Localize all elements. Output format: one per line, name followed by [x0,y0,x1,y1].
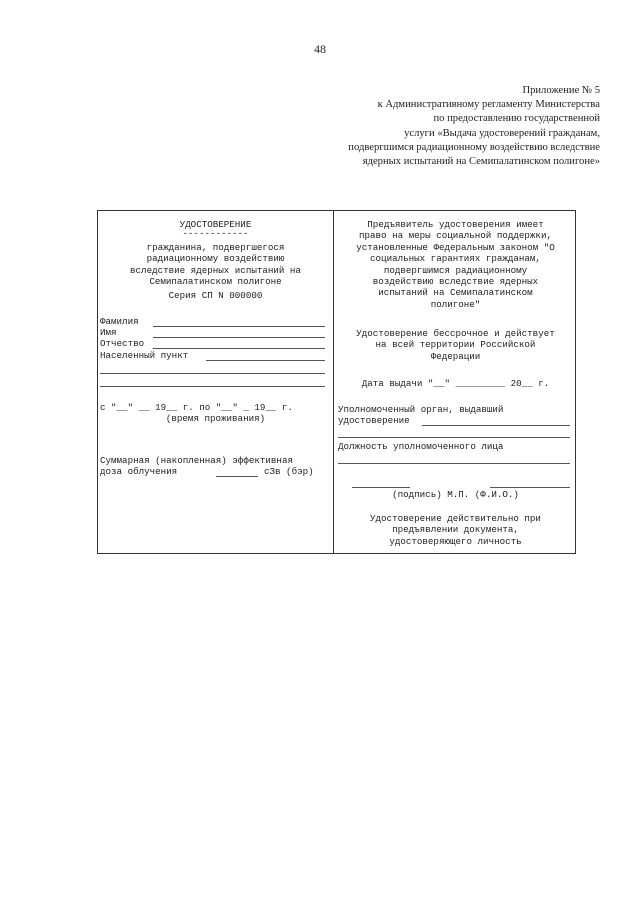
issuing-authority-label: Уполномоченный орган, выдавший [338,404,504,415]
locality-extra-line[interactable] [100,373,325,374]
signature-field[interactable] [352,487,410,488]
statement-line: испытаний на Семипалатинском [378,287,533,299]
description-line: Семипалатинском полигоне [149,276,282,288]
series-number: Серия СП N 000000 [168,290,263,301]
statement-line: воздействию вследствие ядерных [372,276,539,288]
patronymic-label: Отчество [100,338,145,349]
statement-line: Предъявитель удостоверения имеет [367,219,544,230]
title-underline: ------------ [182,228,249,239]
signature-caption: (подпись) М.П. (Ф.И.О.) [392,489,519,500]
dose-value-field[interactable] [216,476,258,477]
statement-line: установленные Федеральным законом "О [356,241,555,253]
name-field[interactable] [153,337,325,338]
benefits-statement [334,219,577,310]
locality-extra-line[interactable] [100,386,325,387]
issuing-authority-field[interactable] [422,425,570,426]
locality-field[interactable] [206,360,325,361]
appendix-line: ядерных испытаний на Семипалатинском полигоне» [362,156,600,168]
residence-period-caption: (время проживания) [165,413,266,424]
holder-description [98,242,333,288]
description-line: вследствие ядерных испытаний на [130,264,301,276]
note-line: предъявлении документа, [392,524,519,536]
appendix-line: подвергшимся радиационному воздействию вследствие [348,141,600,153]
dose-label: Суммарная (накопленная) эффективная [100,455,293,466]
official-position-label: Должность уполномоченного лица [338,441,504,452]
appendix-line: Приложение № 5 [522,85,600,96]
statement-line: полигоне" [430,298,481,310]
certificate-form [97,210,576,554]
locality-label: Населенный пункт [100,350,189,361]
validity-line: Удостоверение бессрочное и действует [356,328,555,339]
residence-period-field[interactable]: с "__" __ 19__ г. по "__" _ 19__ г. [100,402,293,413]
dose-label-continued: доза облучения [100,466,178,477]
issuing-authority-extra-line[interactable] [338,437,570,438]
appendix-line: к Административному регламенту Министерства [377,99,600,111]
validity-note [334,513,577,547]
validity-line: Федерации [430,350,481,362]
validity-statement [334,328,577,362]
surname-field[interactable] [153,326,325,327]
name-label: Имя [100,327,117,338]
statement-line: право на меры социальной поддержки, [359,230,552,242]
issue-date-field[interactable]: Дата выдачи "__" _________ 20__ г. [361,378,550,389]
note-line: Удостоверение действительно при [370,513,541,524]
description-line: гражданина, подвергшегося [146,242,285,253]
dose-unit: сЗв (бэр) [264,466,314,477]
note-line: удостоверяющего личность [389,535,522,547]
certificate-title: УДОСТОВЕРЕНИЕ [179,219,252,230]
certificate-right-panel [334,211,577,553]
certificate-left-panel [98,211,333,553]
validity-line: на всей территории Российской [375,339,536,351]
surname-label: Фамилия [100,316,139,327]
statement-line: подвергшимся радиационному [383,264,528,276]
description-line: радиационному воздействию [146,253,285,265]
statement-line: социальных гарантиях гражданам, [370,253,541,265]
full-name-field[interactable] [490,487,570,488]
appendix-header [270,84,600,169]
issuing-authority-label-continued: удостоверение [338,415,410,426]
appendix-line: услуги «Выдача удостоверений гражданам, [404,127,600,139]
page-number: 48 [314,42,326,56]
patronymic-field[interactable] [153,348,325,349]
official-position-field[interactable] [338,463,570,464]
appendix-line: по предоставлению государственной [433,113,600,125]
